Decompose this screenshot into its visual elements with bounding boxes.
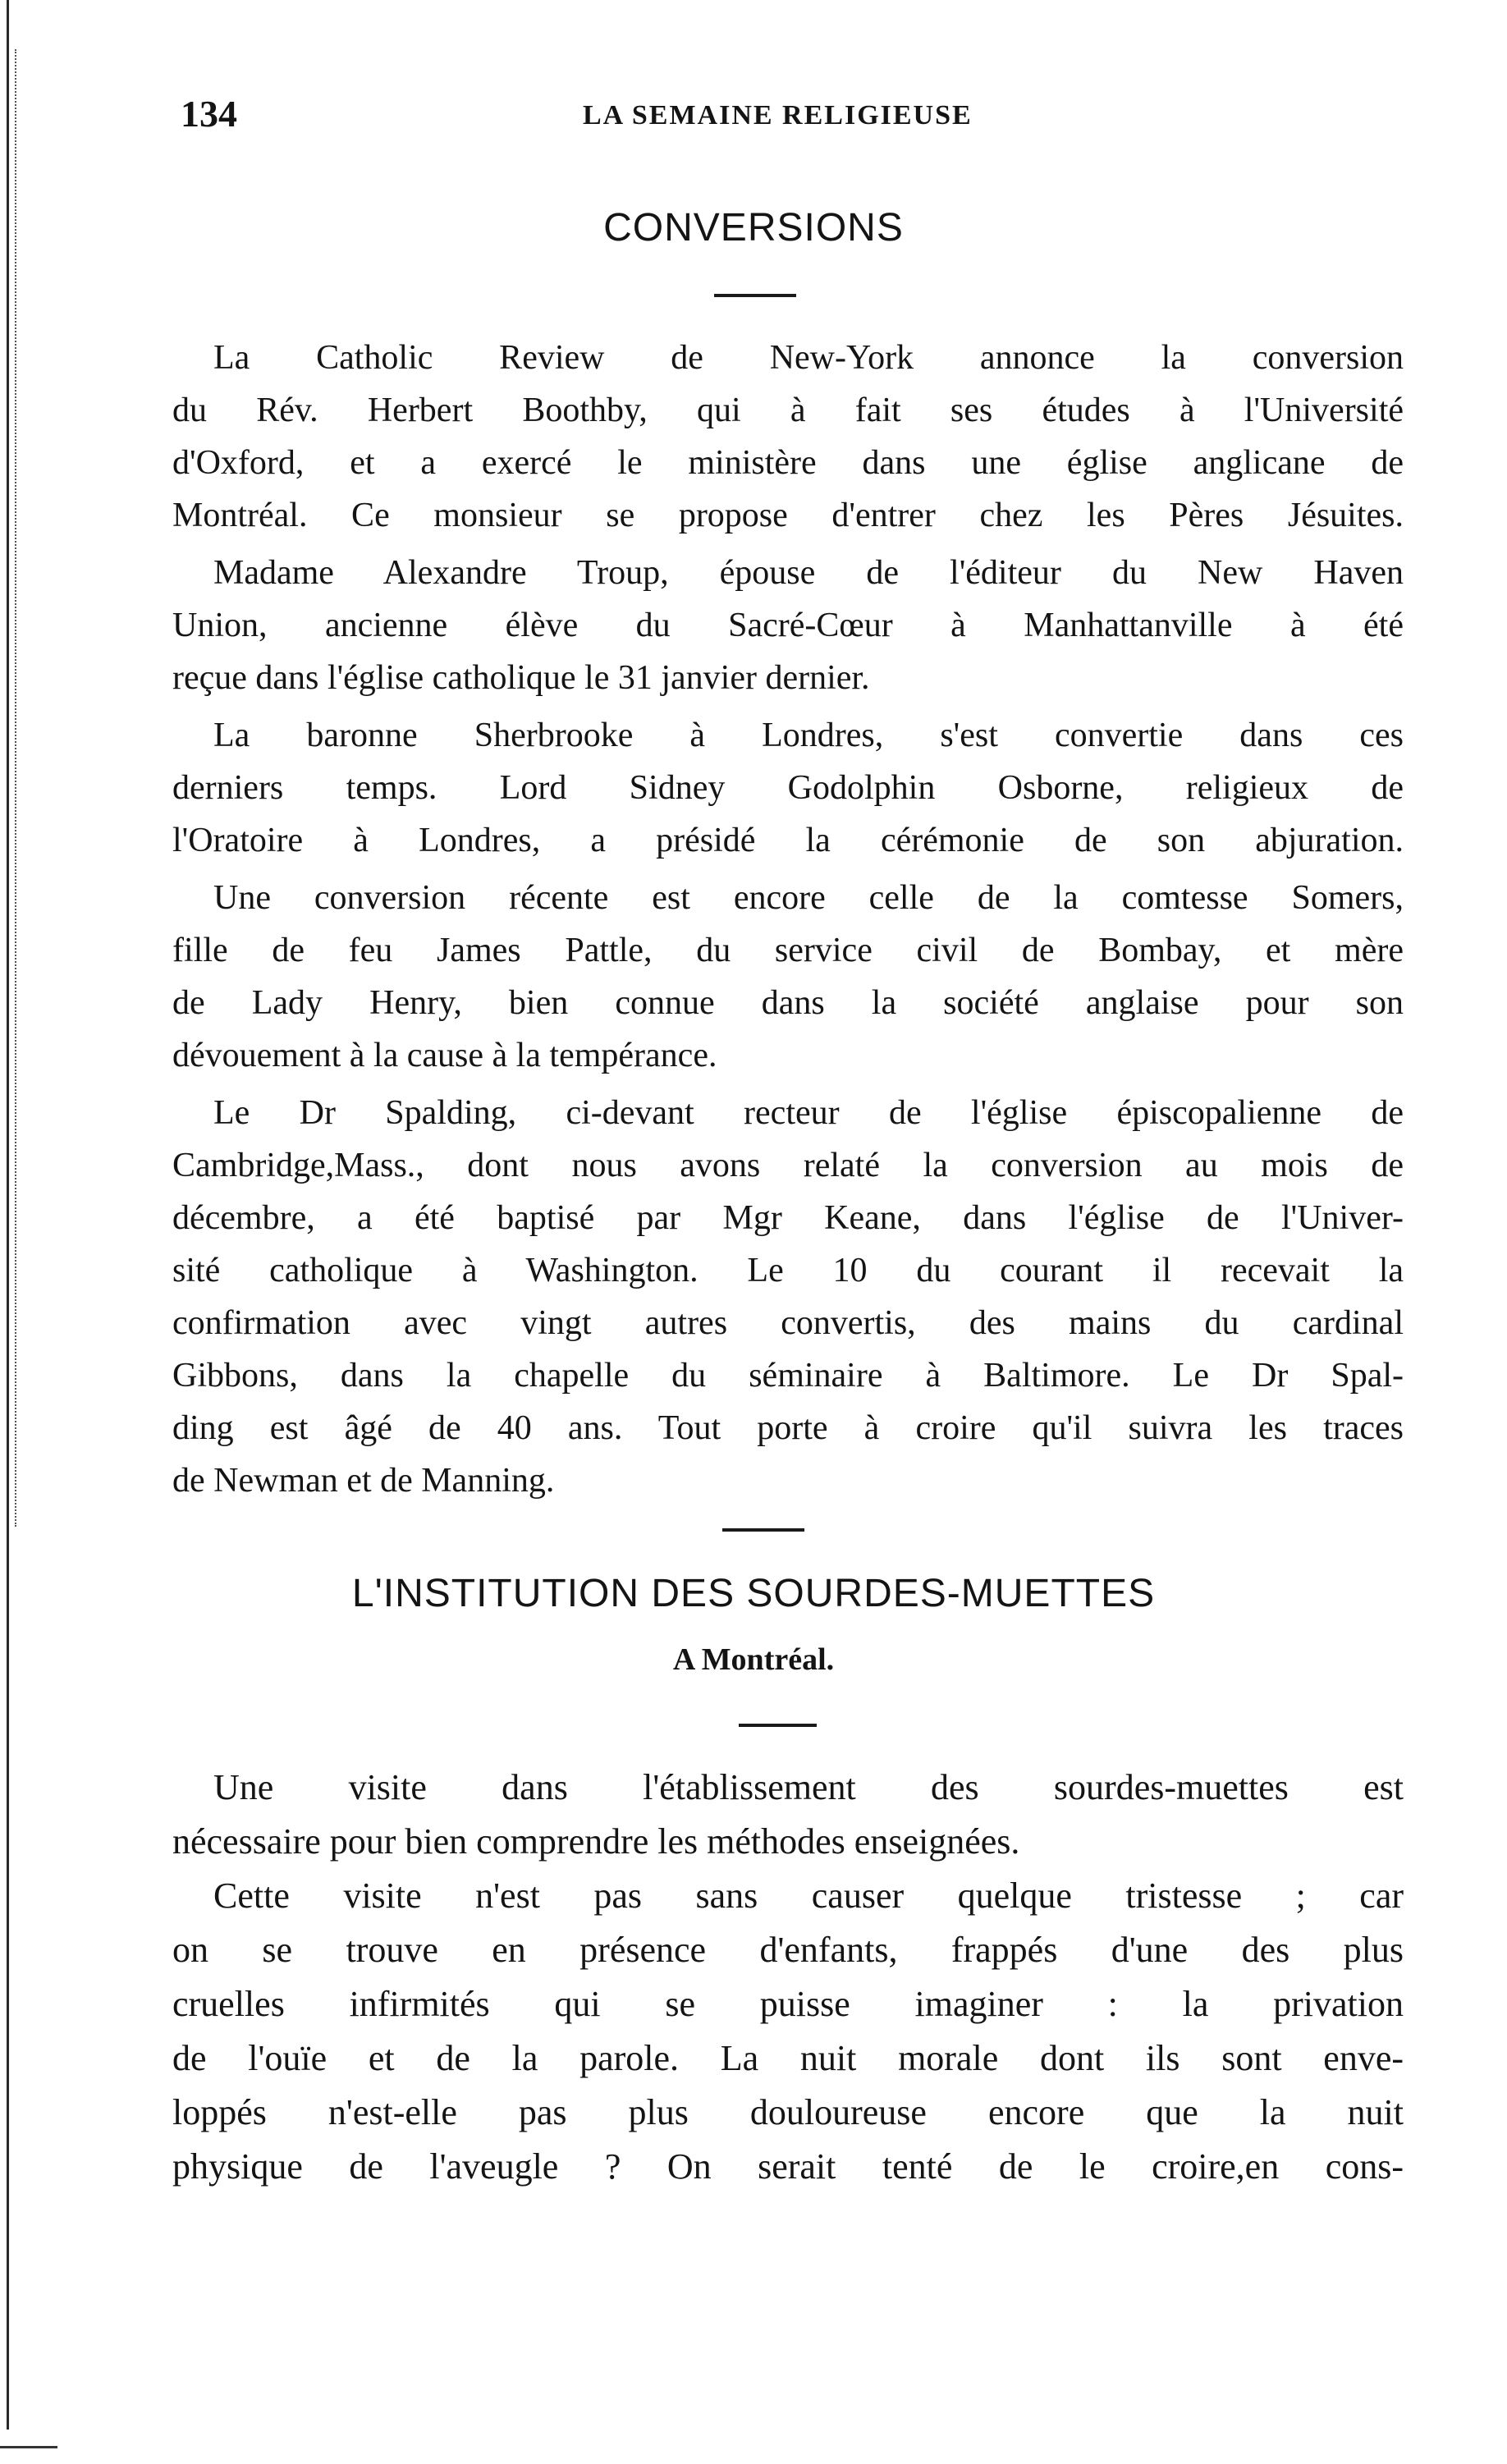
- text-line: sité catholique à Washington. Le 10 du courant il recevait la: [172, 1252, 1404, 1289]
- bottom-margin-mark: [0, 2446, 57, 2448]
- subtitle-rule: [739, 1724, 817, 1727]
- binding-edge-line: [7, 0, 9, 2430]
- text-line: d'Oxford, et a exercé le ministère dans une église anglicane de: [172, 444, 1404, 482]
- title-rule: [714, 294, 796, 297]
- text-line: l'Oratoire à Londres, a présidé la cérémonie de son abjuration.: [172, 822, 1404, 859]
- text-line: fille de feu James Pattle, du service civil de Bombay, et mère: [172, 932, 1404, 969]
- text-line: La Catholic Review de New-York annonce la conversion: [213, 339, 1404, 377]
- section-subtitle: A Montréal.: [672, 1642, 835, 1677]
- text-line: Union, ancienne élève du Sacré-Cœur à Manhattanville à été: [172, 607, 1404, 644]
- text-line: reçue dans l'église catholique le 31 janvier dernier.: [172, 659, 870, 697]
- text-line: de Lady Henry, bien connue dans la société anglaise pour son: [172, 984, 1404, 1022]
- text-line: dévouement à la cause à la tempérance.: [172, 1037, 717, 1074]
- text-line: Madame Alexandre Troup, épouse de l'éditeur du New Haven: [213, 554, 1404, 592]
- text-line: de l'ouïe et de la parole. La nuit morale dont ils sont enve-: [172, 2038, 1404, 2078]
- text-line: Cette visite n'est pas sans causer quelque tristesse ; car: [213, 1875, 1404, 1916]
- page-number: 134: [181, 93, 237, 135]
- text-line: cruelles infirmités qui se puisse imaginer : la privation: [172, 1984, 1404, 2024]
- text-line: Le Dr Spalding, ci-devant recteur de l'église épiscopalienne de: [213, 1094, 1404, 1132]
- text-line: de Newman et de Manning.: [172, 1462, 555, 1500]
- text-line: loppés n'est-elle pas plus douloureuse encore que la nuit: [172, 2092, 1404, 2132]
- text-line: nécessaire pour bien comprendre les méthodes enseignées.: [172, 1821, 1020, 1862]
- text-line: ding est âgé de 40 ans. Tout porte à croire qu'il suivra les traces: [172, 1409, 1404, 1447]
- page-header: [181, 92, 1412, 141]
- text-line: derniers temps. Lord Sidney Godolphin Osborne, religieux de: [172, 769, 1404, 807]
- text-line: du Rév. Herbert Boothby, qui à fait ses études à l'Université: [172, 392, 1404, 429]
- text-line: Une visite dans l'établissement des sourdes-muettes est: [213, 1767, 1404, 1807]
- text-line: physique de l'aveugle ? On serait tenté de le croire,en cons-: [172, 2146, 1404, 2187]
- binding-edge-marks: [15, 49, 18, 1527]
- section-title-institution: L'INSTITUTION DES SOURDES-MUETTES: [351, 1572, 1156, 1615]
- text-line: Gibbons, dans la chapelle du séminaire à Baltimore. Le Dr Spal-: [172, 1357, 1404, 1395]
- text-line: décembre, a été baptisé par Mgr Keane, dans l'église de l'Univer-: [172, 1199, 1404, 1237]
- text-line: Cambridge,Mass., dont nous avons relaté la conversion au mois de: [172, 1147, 1404, 1184]
- text-line: La baronne Sherbrooke à Londres, s'est convertie dans ces: [213, 717, 1404, 754]
- running-head: LA SEMAINE RELIGIEUSE: [583, 100, 973, 131]
- section-title-conversions: CONVERSIONS: [603, 206, 904, 250]
- text-line: on se trouve en présence d'enfants, frappés d'une des plus: [172, 1930, 1404, 1970]
- text-line: Montréal. Ce monsieur se propose d'entrer chez les Pères Jésuites.: [172, 497, 1404, 534]
- text-line: confirmation avec vingt autres convertis, des mains du cardinal: [172, 1304, 1404, 1342]
- text-line: Une conversion récente est encore celle de la comtesse Somers,: [213, 879, 1404, 917]
- section-separator-rule: [722, 1528, 804, 1532]
